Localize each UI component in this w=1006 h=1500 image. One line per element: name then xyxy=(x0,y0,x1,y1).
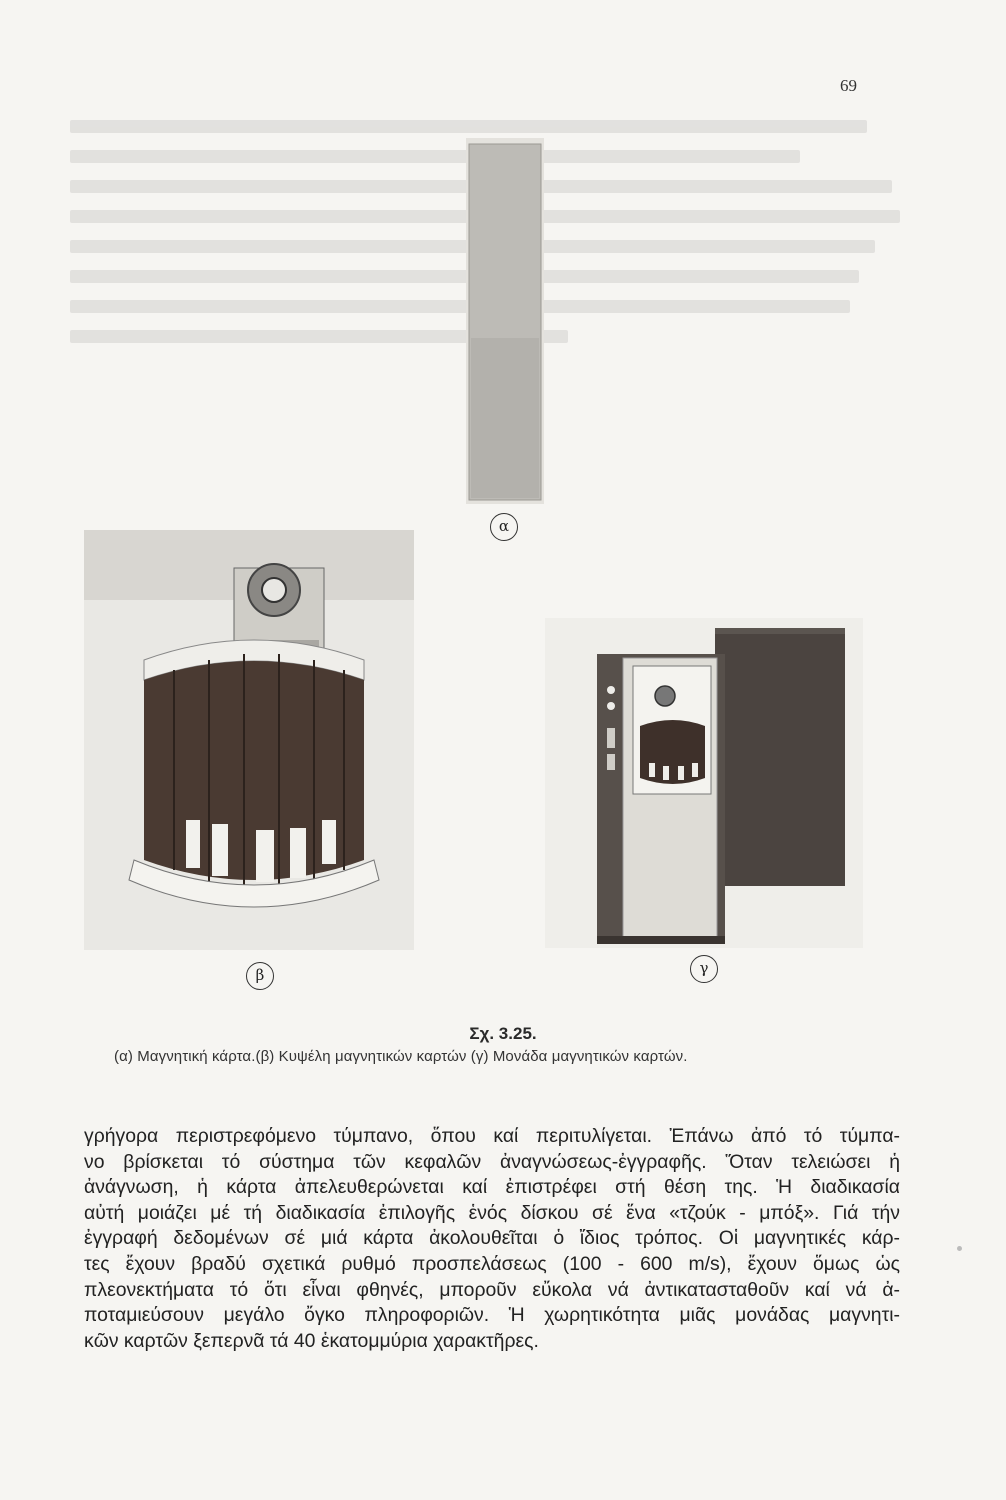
figure-caption-text: (α) Μαγνητική κάρτα.(β) Κυψέλη μαγνητικών καρτών (γ) Μονάδα μαγνητικών καρτών. xyxy=(114,1048,688,1065)
page-speck xyxy=(957,1246,962,1251)
body-line: κῶν καρτῶν ξεπερνᾶ τά 40 ἑκατομμύρια χαρακτῆρες. xyxy=(84,1329,539,1352)
body-paragraph xyxy=(84,1124,900,1354)
card-cell-photo xyxy=(84,530,414,950)
body-line: πλεονεκτήματα τό ὅτι εἶναι φθηνές, μποροῦν εὔκολα νά ἀντικατασταθοῦν καί νά ἀ- xyxy=(84,1278,900,1301)
figure-label-b: β xyxy=(246,962,274,990)
body-line: ποταμιεύσουν μεγάλο ὄγκο πληροφοριῶν. Ἡ χωρητικότητα μιᾶς μονάδας μαγνητι- xyxy=(84,1304,900,1327)
figure-label-c: γ xyxy=(690,955,718,983)
figure-caption-title: Σχ. 3.25. xyxy=(469,1024,537,1043)
magnetic-card-photo xyxy=(466,138,544,504)
body-line: γρήγορα περιστρεφόμενο τύμπανο, ὅπου καί περιτυλίγεται. Ἐπάνω ἀπό τό τύμπα- xyxy=(84,1125,900,1147)
page-number: 69 xyxy=(840,76,857,95)
body-line: νο βρίσκεται τό σύστημα τῶν κεφαλῶν ἀναγνώσεως-ἐγγραφῆς. Ὅταν τελειώσει ἡ xyxy=(84,1150,900,1173)
figure-label-a: α xyxy=(490,513,518,541)
card-unit-photo xyxy=(545,618,863,948)
body-line: αὐτή μοιάζει μέ τή διαδικασία ἐπιλογῆς ἑνός δίσκου σέ ἕνα «τζούκ - μπόξ». Γιά τήν xyxy=(84,1201,900,1224)
body-line: ἐγγραφή δεδομένων σέ μιά κάρτα ἀκολουθεῖται ὁ ἴδιος τρόπος. Οἱ μαγνητικές κάρ- xyxy=(84,1227,900,1250)
body-line: ἀνάγνωση, ἡ κάρτα ἀπελευθερώνεται καί ἐπιστρέφει στή θέση της. Ἡ διαδικασία xyxy=(84,1176,900,1199)
body-line: τες ἔχουν βραδύ σχετικά ρυθμό προσπελάσεως (100 - 600 m/s), ἔχουν ὅμως ὡς xyxy=(84,1252,900,1275)
